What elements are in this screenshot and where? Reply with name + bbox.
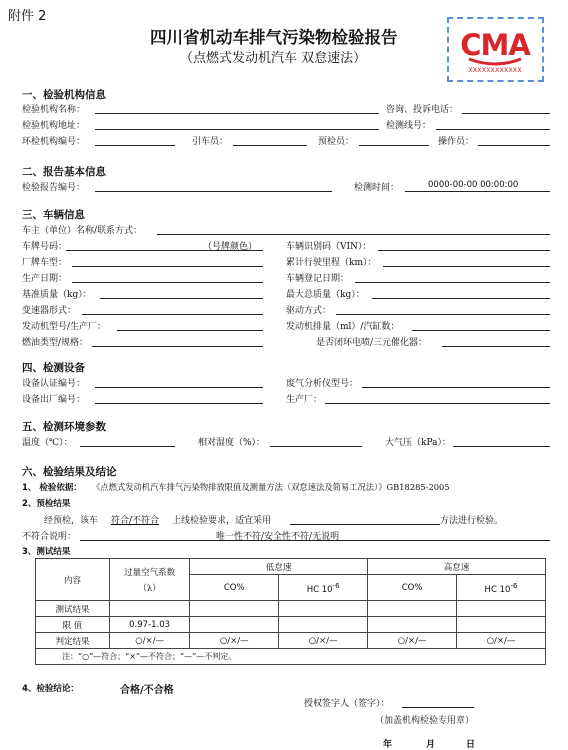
limit-lambda: 0.97-1.03 — [109, 617, 189, 633]
guide-label: 引车员： — [192, 137, 229, 147]
env-no-label: 环检机构编号： — [22, 137, 86, 147]
section3-heading: 三、车辆信息 — [22, 209, 85, 221]
drive-field[interactable] — [336, 314, 550, 315]
fuel-field[interactable] — [92, 346, 263, 347]
table-cell[interactable] — [190, 601, 279, 617]
results-table — [35, 558, 546, 665]
displacement-field[interactable] — [412, 330, 550, 331]
lane-no-field[interactable] — [436, 129, 550, 130]
section1-heading: 一、检验机构信息 — [22, 89, 106, 101]
attachment-label: 附件 2 — [8, 9, 47, 24]
row-label: 限 值 — [36, 617, 110, 633]
report-no-field[interactable] — [95, 191, 332, 192]
transmission-field[interactable] — [82, 314, 263, 315]
pressure-label: 大气压（kPa）： — [385, 438, 451, 448]
pressure-field[interactable] — [453, 446, 550, 447]
plate-label: 车牌号码： — [22, 242, 68, 252]
date-day: 日 — [466, 740, 476, 750]
temp-label: 温度（℃）： — [22, 438, 73, 448]
cert-no-label: 设备认证编号： — [22, 379, 86, 389]
operator-field[interactable] — [478, 145, 550, 146]
temp-field[interactable] — [80, 446, 175, 447]
hotline-label: 咨询、投诉电话： — [386, 105, 459, 115]
factory-no-field[interactable] — [95, 403, 263, 404]
reg-date-field[interactable] — [355, 282, 550, 283]
pre-check-text3: 方法进行检验。 — [440, 516, 504, 526]
plate-color-label: （号牌颜色） — [203, 242, 258, 252]
high-hc-header: HC $10^{-6}$ — [457, 575, 546, 601]
results-label: 3、测试结果 — [22, 547, 71, 557]
prod-date-label: 生产日期： — [22, 274, 68, 284]
closed-loop-label: 是否闭环电喷/三元催化器： — [316, 338, 428, 348]
humidity-label: 相对湿度（%）： — [198, 438, 266, 448]
drive-label: 驱动方式： — [286, 306, 332, 316]
lambda-header: 过量空气系数 （λ） — [109, 559, 189, 601]
pre-inspector-field[interactable] — [359, 145, 429, 146]
judge-cell[interactable]: ○/×/— — [190, 633, 279, 649]
table-cell[interactable] — [368, 617, 457, 633]
vin-field[interactable] — [378, 250, 550, 251]
signer-field[interactable] — [402, 707, 474, 708]
engine-model-field[interactable] — [117, 330, 263, 331]
section5-heading: 五、检测环境参数 — [22, 421, 106, 433]
table-cell[interactable] — [109, 601, 189, 617]
table-cell[interactable] — [457, 601, 546, 617]
pre-check-fit[interactable]: 符合/不符合 — [111, 516, 160, 526]
fuel-label: 燃油类型/规格： — [22, 338, 89, 348]
cma-number: XXXXXXXXXXXX — [468, 66, 522, 74]
content-header: 内容 — [36, 559, 110, 601]
hotline-field[interactable] — [462, 113, 550, 114]
manufacturer-field[interactable] — [325, 403, 550, 404]
test-time-field[interactable] — [405, 191, 550, 192]
table-note: 注：“○”—符合；“×”—不符合；“—”—不判定。 — [36, 649, 546, 665]
table-cell[interactable] — [457, 617, 546, 633]
low-co-header: CO% — [190, 575, 279, 601]
judge-cell[interactable]: ○/×/— — [457, 633, 546, 649]
vin-label: 车辆识别码（VIN）： — [286, 242, 372, 252]
judge-cell[interactable]: ○/×/— — [109, 633, 189, 649]
analyzer-label: 废气分析仪型号： — [286, 379, 359, 389]
brand-model-label: 厂牌车型： — [22, 258, 68, 268]
prod-date-field[interactable] — [72, 282, 263, 283]
nonconf-label: 不符合说明： — [22, 532, 77, 542]
date-year: 年 — [383, 740, 393, 750]
row-label: 测试结果 — [36, 601, 110, 617]
high-idle-header: 高怠速 — [368, 559, 546, 575]
base-mass-label: 基准质量（kg）： — [22, 290, 92, 300]
method-field[interactable] — [290, 524, 440, 525]
org-name-field[interactable] — [95, 113, 379, 114]
env-no-field[interactable] — [95, 145, 175, 146]
pre-check-text2: 上线检验要求，适宜采用 — [172, 516, 272, 526]
max-mass-label: 最大总质量（kg）： — [286, 290, 365, 300]
section6-heading: 六、检验结果及结论 — [22, 466, 117, 478]
factory-no-label: 设备出厂编号： — [22, 395, 86, 405]
mileage-field[interactable] — [383, 266, 550, 267]
table-row-judge — [36, 633, 546, 649]
high-co-header: CO% — [368, 575, 457, 601]
pre-check-text1: 经预检，该车 — [44, 516, 99, 526]
section2-heading: 二、报告基本信息 — [22, 166, 106, 178]
date-month: 月 — [426, 740, 436, 750]
reg-date-label: 车辆登记日期： — [286, 274, 350, 284]
nonconf-value[interactable]: 唯一性不符/安全性不符/无说明 — [216, 532, 340, 542]
owner-label: 车主（单位）名称/联系方式： — [22, 226, 143, 236]
table-row-limit — [36, 617, 546, 633]
row-label: 判定结果 — [36, 633, 110, 649]
analyzer-field[interactable] — [362, 387, 550, 388]
table-row-result — [36, 601, 546, 617]
transmission-label: 变速器形式： — [22, 306, 77, 316]
mileage-label: 累计行驶里程（km）： — [286, 258, 377, 268]
table-cell[interactable] — [279, 617, 368, 633]
cma-logo-text: CMA — [460, 28, 530, 62]
table-cell[interactable] — [279, 601, 368, 617]
report-title: 四川省机动车排气污染物检验报告 — [150, 28, 398, 47]
section4-heading: 四、检测设备 — [22, 362, 85, 374]
table-cell[interactable] — [368, 601, 457, 617]
test-time-label: 检测时间： — [354, 183, 400, 193]
closed-loop-field[interactable] — [442, 346, 550, 347]
engine-model-label: 发动机型号/生产厂： — [22, 322, 107, 332]
base-mass-field[interactable] — [100, 298, 263, 299]
conclusion-value[interactable]: 合格/不合格 — [120, 685, 174, 696]
guide-field[interactable] — [233, 145, 307, 146]
judge-cell[interactable]: ○/×/— — [279, 633, 368, 649]
cert-no-field[interactable] — [95, 387, 263, 388]
org-name-label: 检验机构名称： — [22, 105, 86, 115]
pre-inspector-label: 预检员： — [318, 137, 355, 147]
brand-model-field[interactable] — [72, 266, 263, 267]
basis-label: 1、 检验依据： — [22, 483, 82, 493]
org-address-field[interactable] — [95, 129, 379, 130]
humidity-field[interactable] — [270, 446, 362, 447]
report-subtitle: （点燃式发动机汽车 双怠速法） — [180, 51, 367, 66]
pre-check-label: 2、预检结果 — [22, 499, 71, 509]
max-mass-field[interactable] — [372, 298, 550, 299]
test-time-value: 0000-00-00 00:00:00 — [428, 180, 519, 190]
report-no-label: 检验报告编号： — [22, 183, 86, 193]
cma-logo-icon — [449, 19, 542, 80]
operator-label: 操作员： — [438, 137, 475, 147]
conclusion-label: 4、检验结论： — [22, 684, 79, 694]
seal-note: （加盖机构检验专用章） — [375, 716, 475, 726]
lane-no-label: 检测线号： — [386, 121, 432, 131]
displacement-label: 发动机排量（ml）/汽缸数： — [286, 322, 400, 332]
org-address-label: 检验机构地址： — [22, 121, 86, 131]
judge-cell[interactable]: ○/×/— — [368, 633, 457, 649]
cma-stamp — [447, 17, 544, 82]
manufacturer-label: 生产厂： — [286, 395, 323, 405]
table-cell[interactable] — [190, 617, 279, 633]
low-idle-header: 低怠速 — [190, 559, 368, 575]
basis-text: 《点燃式发动机汽车排气污染物排放限值及测量方法（双怠速法及简易工况法）》GB18285-2005 — [92, 482, 450, 492]
signer-label: 授权签字人（签字）： — [304, 699, 390, 709]
owner-field[interactable] — [157, 234, 550, 235]
low-hc-header: HC $10^{-6}$ — [279, 575, 368, 601]
